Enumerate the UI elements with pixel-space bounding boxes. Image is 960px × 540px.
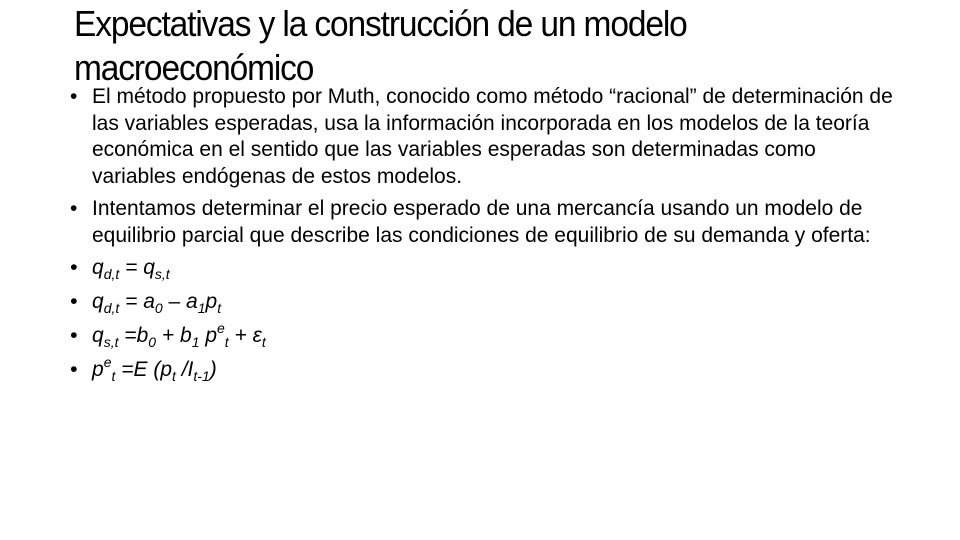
paragraph-text: El método propuesto por Muth, conocido como método “racional” de determinación de las variables esperadas, usa la información incorporada en los modelos de la teoría económica en el sentido que las variables esperadas son determinadas como variables endógenas de estos modelos. xyxy=(92,85,893,188)
equation-text xyxy=(92,289,900,315)
bullet-icon: • xyxy=(70,256,78,279)
eq-superscript: e xyxy=(103,354,112,370)
eq-subscript: s,t xyxy=(154,266,170,282)
equation-expectation xyxy=(70,354,900,384)
eq-term: ) xyxy=(209,358,217,381)
eq-term: q xyxy=(143,256,155,279)
bullet-list xyxy=(70,84,900,383)
eq-subscript: t xyxy=(261,334,266,350)
bullet-icon: • xyxy=(70,197,78,220)
eq-subscript: d,t xyxy=(103,300,120,316)
eq-term: p xyxy=(92,358,104,381)
eq-subscript: 1 xyxy=(191,334,200,350)
eq-term: a xyxy=(186,290,198,313)
eq-term: b xyxy=(180,324,192,347)
equation-text xyxy=(92,354,900,384)
eq-subscript: 1 xyxy=(197,300,206,316)
bullet-icon: • xyxy=(70,85,78,108)
equation-text xyxy=(92,255,900,281)
eq-operator: + xyxy=(156,324,180,347)
equation-equilibrium xyxy=(70,255,900,281)
slide-body xyxy=(70,84,900,391)
slide-title-line-1: Expectativas y la construcción de un modelo xyxy=(74,3,687,44)
slide-title-line-2: macroeconómico xyxy=(74,47,314,88)
eq-subscript: d,t xyxy=(103,266,120,282)
eq-subscript: s,t xyxy=(103,334,119,350)
eq-subscript: t xyxy=(217,300,222,316)
bullet-icon: • xyxy=(70,358,78,381)
eq-term: a xyxy=(143,290,155,313)
eq-subscript: 0 xyxy=(154,300,163,316)
eq-term: q xyxy=(92,324,104,347)
eq-term: p xyxy=(205,290,218,313)
bullet-icon: • xyxy=(70,324,78,347)
eq-subscript: t xyxy=(111,368,116,384)
eq-operator: = xyxy=(119,290,144,313)
eq-operator: – xyxy=(162,290,187,313)
equation-supply xyxy=(70,320,900,350)
paragraph-text: Intentamos determinar el precio esperado de una mercancía usando un modelo de equilibrio parcial que describe las condiciones de equilibrio de su demanda y oferta: xyxy=(92,197,871,247)
equation-text xyxy=(92,320,900,350)
slide-title xyxy=(74,2,874,90)
eq-term: q xyxy=(92,256,104,279)
eq-term: /I xyxy=(175,358,194,381)
eq-operator: = xyxy=(119,256,144,279)
eq-operator: + xyxy=(228,324,253,347)
bullet-icon: • xyxy=(70,290,78,313)
eq-operator: = xyxy=(115,358,134,381)
eq-subscript: t xyxy=(224,334,229,350)
eq-term: p xyxy=(199,324,217,347)
eq-term: E (p xyxy=(133,358,172,381)
eq-term: b xyxy=(136,324,149,347)
eq-term: ε xyxy=(252,324,262,347)
bullet-muth-method xyxy=(70,84,900,190)
eq-operator: = xyxy=(118,324,137,347)
eq-subscript: 0 xyxy=(148,334,157,350)
eq-subscript: t xyxy=(172,368,176,384)
eq-superscript: e xyxy=(217,320,225,336)
equation-demand xyxy=(70,289,900,315)
bullet-expected-price xyxy=(70,196,900,249)
eq-subscript: t-1 xyxy=(193,368,210,384)
eq-term: q xyxy=(92,290,104,313)
